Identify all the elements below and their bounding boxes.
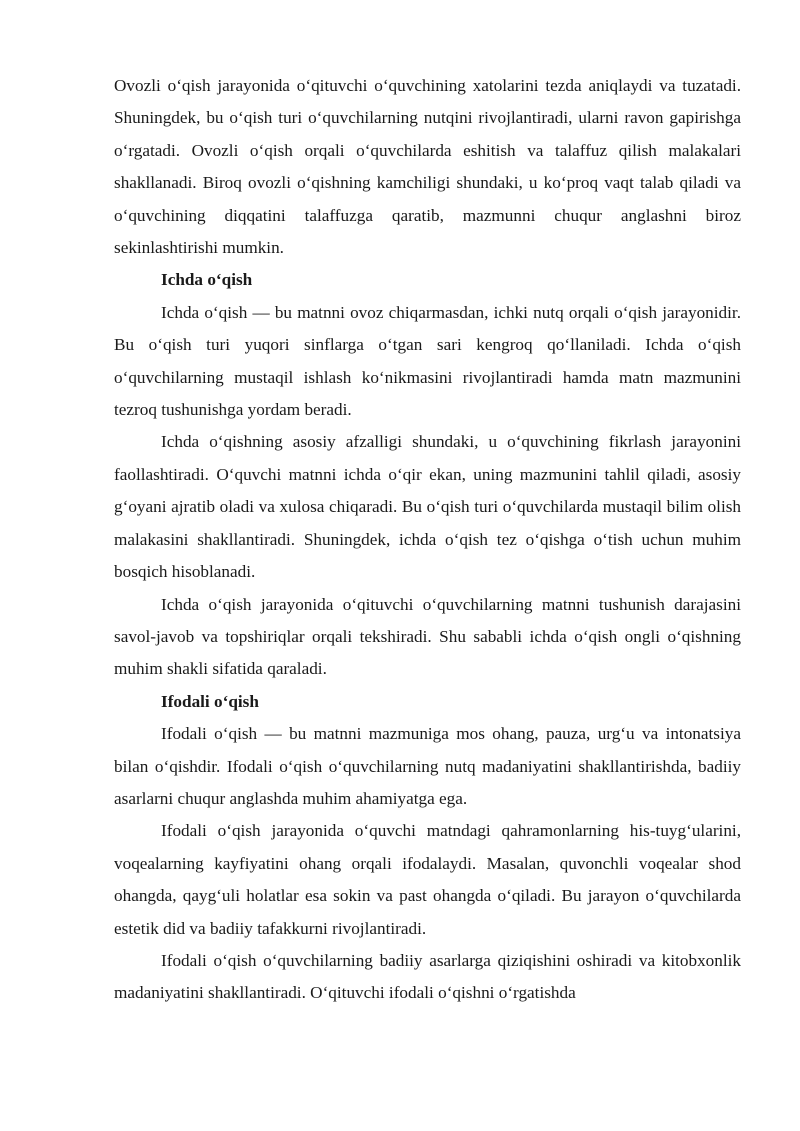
document-page xyxy=(114,70,741,1010)
paragraph-ichda-oqish-teacher-check: Ichda o‘qish jarayonida o‘qituvchi o‘quvchilarning matnni tushunish darajasini savol-javob va topshiriqlar orqali tekshiradi. Shu sababli ichda o‘qish ongli o‘qishning muhim shakli sifatida qaraladi. xyxy=(114,594,741,679)
section-heading-ichda-oqish: Ichda o‘qish xyxy=(161,270,253,290)
paragraph-ifodali-oqish-benefits: Ifodali o‘qish o‘quvchilarning badiiy asarlarga qiziqishini oshiradi va kitobxonlik madaniyatini shakllantiradi. O‘qituvchi ifodali o‘qishni o‘rgatishda xyxy=(114,950,741,1003)
section-heading-ifodali-oqish: Ifodali o‘qish xyxy=(161,691,259,711)
paragraph-ovozli-oqish-conclusion: Ovozli o‘qish jarayonida o‘qituvchi o‘quvchining xatolarini tezda aniqlaydi va tuzatadi. Shuningdek, bu o‘qish turi o‘quvchilarning nutqini rivojlantiradi, ularni ravon gapirishga o‘rgatadi. Ovozli o‘qish orqali o‘quvchilarda eshitish va talaffuz qilish malakalari shakllanadi. Biroq ovozli o‘qishning kamchiligi shundaki, u ko‘proq vaqt talab qiladi va o‘quvchining diqqatini talaffuzga qaratib, mazmunni chuqur anglashni biroz sekinlashtirishi mumkin. xyxy=(114,76,741,258)
paragraph-ifodali-oqish-process: Ifodali o‘qish jarayonida o‘quvchi matndagi qahramonlarning his-tuyg‘ularini, voqealarning kayfiyatini ohang orqali ifodalaydi. Masalan, quvonchli voqealar shod ohangda, qayg‘uli holatlar esa sokin va past ohangda o‘qiladi. Bu jarayon o‘quvchilarda estetik did va badiiy tafakkurni rivojlantiradi. xyxy=(114,821,741,938)
paragraph-ichda-oqish-definition: Ichda o‘qish — bu matnni ovoz chiqarmasdan, ichki nutq orqali o‘qish jarayonidir. Bu o‘qish turi yuqori sinflarga o‘tgan sari kengroq qo‘llaniladi. Ichda o‘qish o‘quvchilarning mustaqil ishlash ko‘nikmasini rivojlantiradi hamda matn mazmunini tezroq tushunishga yordam beradi. xyxy=(114,302,741,420)
paragraph-ichda-oqish-advantages: Ichda o‘qishning asosiy afzalligi shundaki, u o‘quvchining fikrlash jarayonini faollashtiradi. O‘quvchi matnni ichda o‘qir ekan, uning mazmunini tahlil qiladi, asosiy g‘oyani ajratib oladi va xulosa chiqaradi. Bu o‘qish turi o‘quvchilarda mustaqil bilim olish malakasini shakllantiradi. Shuningdek, ichda o‘qish tez o‘qishga o‘tish uchun muhim bosqich hisoblanadi. xyxy=(114,432,741,582)
paragraph-ifodali-oqish-definition: Ifodali o‘qish — bu matnni mazmuniga mos ohang, pauza, urg‘u va intonatsiya bilan o‘qishdir. Ifodali o‘qish o‘quvchilarning nutq madaniyatini shakllantirishda, badiiy asarlarni chuqur anglashda muhim ahamiyatga ega. xyxy=(114,724,741,808)
